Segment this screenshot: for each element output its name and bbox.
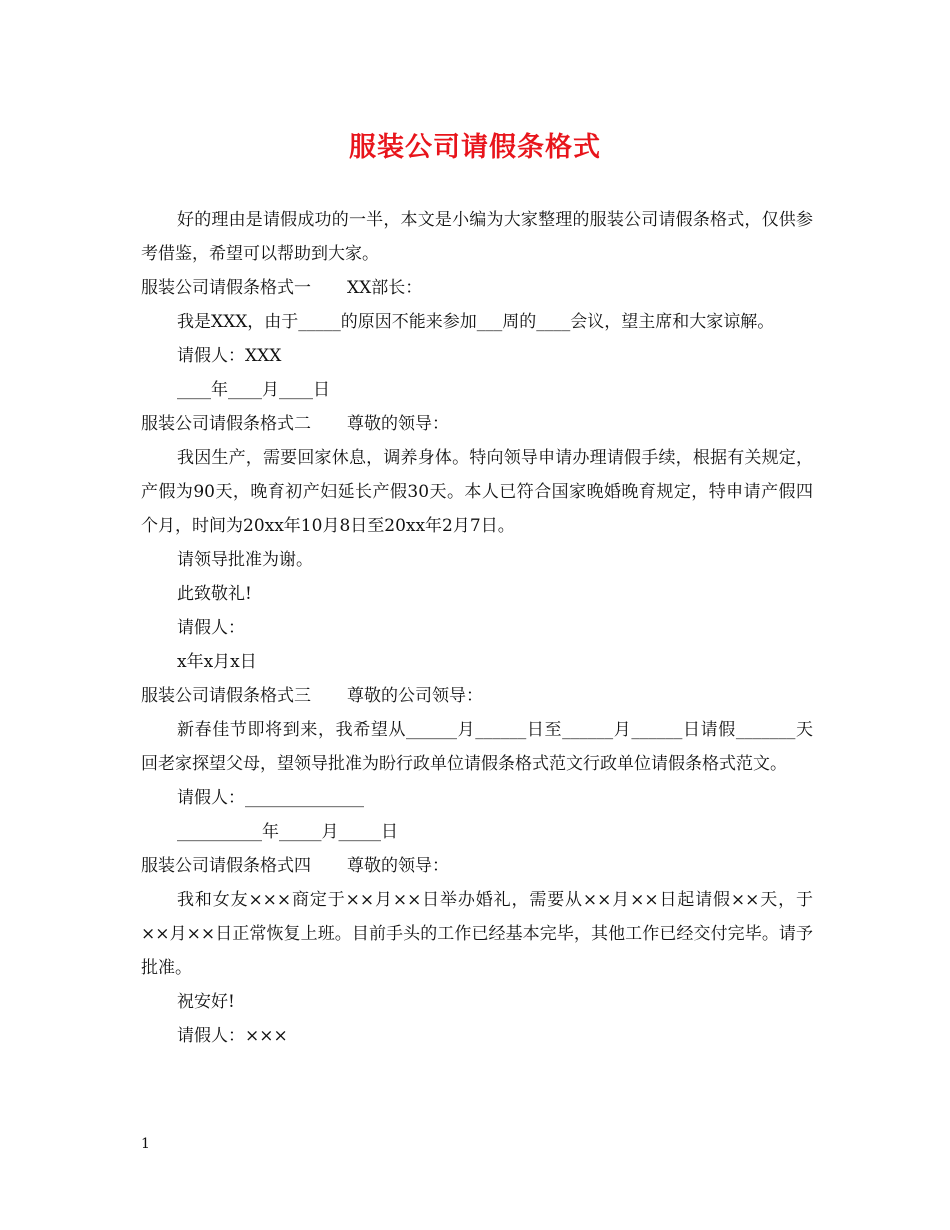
document-body (141, 203, 813, 1053)
section-heading-2 (141, 407, 813, 441)
section-salutation-3: 尊敬的公司领导： (347, 686, 483, 706)
section-salutation-4: 尊敬的领导： (347, 856, 449, 876)
section-2-line-2: 请领导批准为谢。 (177, 550, 313, 570)
section-title-2: 服装公司请假条格式二 (141, 414, 311, 434)
section-4-line-3: 请假人：××× (177, 1026, 288, 1046)
section-3-line-1: 新春佳节即将到来，我希望从______月______日至______月______日请假_______天回老家探望父母，望领导批准为盼行政单位请假条格式范文行政单位请假条格式范文。 (141, 720, 813, 774)
section-3-line-2: 请假人：______________ (177, 788, 364, 808)
section-1-line-3: ____年____月____日 (177, 380, 330, 400)
document-title: 服装公司请假条格式 (349, 132, 601, 163)
section-4-line-1: 我和女友×××商定于××月××日举办婚礼，需要从××月××日起请假××天，于××月××日正常恢复上班。目前手头的工作已经基本完毕，其他工作已经交付完毕。请予批准。 (141, 890, 813, 978)
section-salutation-1: XX部长： (347, 278, 423, 298)
section-title-1: 服装公司请假条格式一 (141, 278, 311, 298)
section-salutation-2: 尊敬的领导： (347, 414, 449, 434)
section-heading-1 (141, 271, 813, 305)
section-title-4: 服装公司请假条格式四 (141, 856, 311, 876)
section-3-line-3: __________年_____月_____日 (177, 822, 398, 842)
section-heading-3 (141, 679, 813, 713)
section-title-3: 服装公司请假条格式三 (141, 686, 311, 706)
section-4-line-2: 祝安好! (177, 992, 235, 1012)
section-1-line-2: 请假人：XXX (177, 346, 282, 366)
section-2-line-3: 此致敬礼! (177, 584, 252, 604)
section-1-line-1: 我是XXX，由于_____的原因不能来参加___周的____会议，望主席和大家谅解。 (177, 312, 775, 332)
section-2-line-1: 我因生产，需要回家休息，调养身体。特向领导申请办理请假手续，根据有关规定，产假为90天，晚育初产妇延长产假30天。本人已符合国家晚婚晚育规定，特申请产假四个月，时间为20xx年10月8日至20xx年2月7日。 (141, 448, 813, 536)
section-2-line-5: x年x月x日 (177, 652, 257, 672)
intro-paragraph: 好的理由是请假成功的一半，本文是小编为大家整理的服装公司请假条格式，仅供参考借鉴，希望可以帮助到大家。 (141, 210, 813, 264)
section-2-line-4: 请假人： (177, 618, 245, 638)
page-number: 1 (141, 1136, 150, 1152)
section-heading-4 (141, 849, 813, 883)
